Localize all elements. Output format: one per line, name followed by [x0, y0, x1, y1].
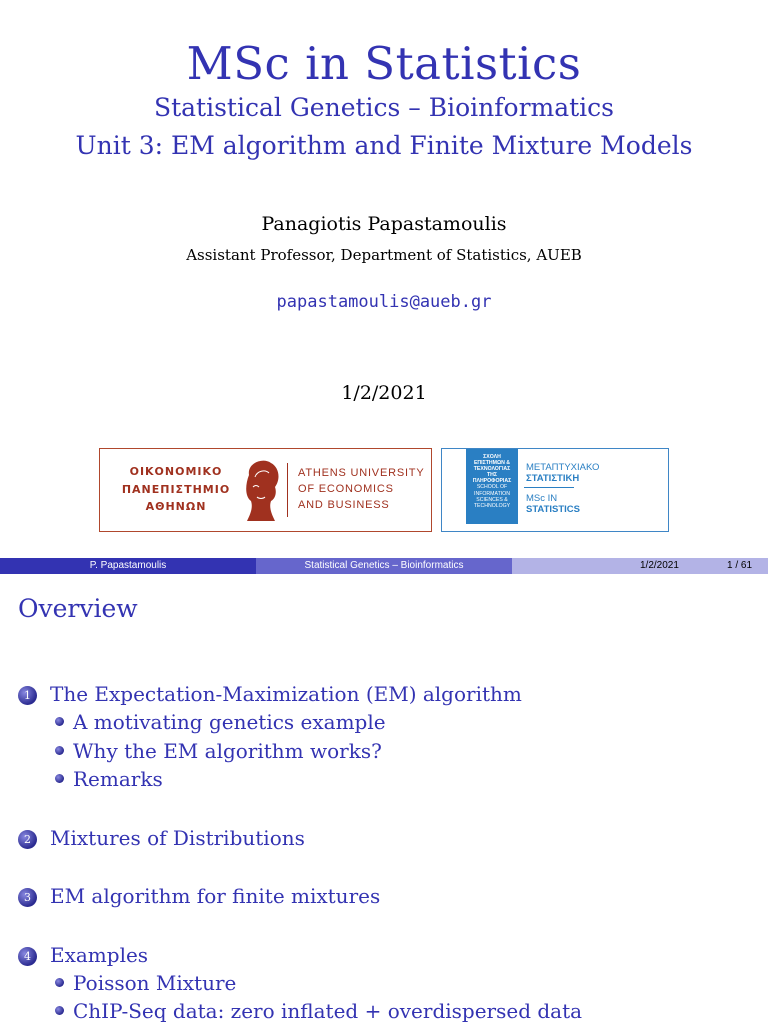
- badge-line: INFORMATION: [474, 490, 510, 497]
- badge-line: ΤΕΧΝΟΛΟΓΙΑΣ: [473, 466, 511, 473]
- bullet-icon: [55, 746, 64, 755]
- aueb-english-line: ATHENS UNIVERSITY: [298, 467, 425, 479]
- badge-line: TECHNOLOGY: [473, 502, 511, 509]
- msc-statistics-logo: [441, 448, 669, 532]
- section-number-badge: 4: [18, 947, 37, 966]
- aueb-greek-line: ΑΘΗΝΩΝ: [145, 500, 207, 513]
- section-number-badge: 2: [18, 830, 37, 849]
- bullet-icon: [55, 717, 64, 726]
- toc-section-3[interactable]: [18, 884, 380, 908]
- overview-title: Overview: [18, 594, 138, 623]
- subsection-label: Remarks: [73, 767, 163, 791]
- aueb-logo: [99, 448, 432, 532]
- toc-subsection[interactable]: [55, 767, 163, 791]
- subsection-label: A motivating genetics example: [73, 710, 386, 734]
- school-badge: [466, 449, 518, 524]
- footer-author: P. Papastamoulis: [0, 558, 256, 574]
- badge-line: ΤΗΣ: [486, 472, 498, 479]
- author-name: Panagiotis Papastamoulis: [261, 213, 507, 235]
- section-label: The Expectation-Maximization (EM) algorithm: [50, 682, 522, 706]
- badge-line: ΣΧΟΛΗ: [483, 454, 501, 460]
- section-number-badge: 3: [18, 888, 37, 907]
- subsection-label: ChIP-Seq data: zero inflated + overdispersed data: [73, 999, 583, 1023]
- section-label: Mixtures of Distributions: [50, 826, 305, 850]
- aueb-greek-line: ΟΙΚΟΝΟΜΙΚΟ: [129, 465, 223, 478]
- unit-title: Unit 3: EM algorithm and Finite Mixture Models: [75, 131, 693, 160]
- section-label: EM algorithm for finite mixtures: [50, 884, 381, 908]
- msc-greek-line: ΜΕΤΑΠΤΥΧΙΑΚΟ: [526, 462, 600, 473]
- toc-section-2[interactable]: [18, 826, 305, 850]
- footer-title: Statistical Genetics – Bioinformatics: [256, 558, 512, 574]
- toc-subsection[interactable]: [55, 739, 382, 763]
- author-affiliation: Assistant Professor, Department of Statistics, AUEB: [186, 246, 582, 264]
- aueb-greek-line: ΠΑΝΕΠΙΣΤΗΜΙΟ: [121, 483, 231, 496]
- bullet-icon: [55, 978, 64, 987]
- presentation-date: 1/2/2021: [341, 382, 427, 404]
- bullet-icon: [55, 774, 64, 783]
- logo-divider: [524, 487, 574, 488]
- author-email[interactable]: papastamoulis@aueb.gr: [276, 292, 492, 312]
- slide-title: MSc in Statistics: [186, 37, 582, 90]
- slide-subtitle: Statistical Genetics – Bioinformatics: [153, 93, 615, 122]
- msc-english-line: STATISTICS: [526, 504, 581, 515]
- subsection-label: Why the EM algorithm works?: [73, 739, 382, 763]
- badge-line: ΠΛΗΡΟΦΟΡΙΑΣ: [472, 478, 512, 485]
- toc-section-4[interactable]: [18, 943, 148, 967]
- footer-page-number: 1 / 61: [727, 560, 753, 571]
- subsection-label: Poisson Mixture: [73, 971, 237, 995]
- toc-subsection[interactable]: [55, 999, 582, 1023]
- aueb-english-line: OF ECONOMICS: [298, 483, 394, 495]
- bullet-icon: [55, 1006, 64, 1015]
- footer-date: 1/2/2021: [640, 560, 679, 571]
- aueb-english-line: AND BUSINESS: [298, 499, 390, 511]
- toc-subsection[interactable]: [55, 971, 236, 995]
- badge-line: SCIENCES &: [476, 496, 508, 503]
- logo-divider: [287, 463, 288, 517]
- toc-subsection[interactable]: [55, 710, 386, 734]
- toc-section-1[interactable]: [18, 682, 522, 706]
- badge-line: ΕΠΙΣΤΗΜΩΝ &: [473, 460, 511, 467]
- hermes-head-icon: [241, 457, 283, 523]
- section-number-badge: 1: [18, 686, 37, 705]
- section-label: Examples: [50, 943, 149, 967]
- footer-info: [512, 558, 768, 574]
- msc-greek-line: ΣΤΑΤΙΣΤΙΚΗ: [526, 473, 580, 484]
- msc-english-line: MSc IN: [526, 493, 558, 504]
- slide-footer: [0, 558, 768, 574]
- badge-line: SCHOOL OF: [476, 484, 508, 491]
